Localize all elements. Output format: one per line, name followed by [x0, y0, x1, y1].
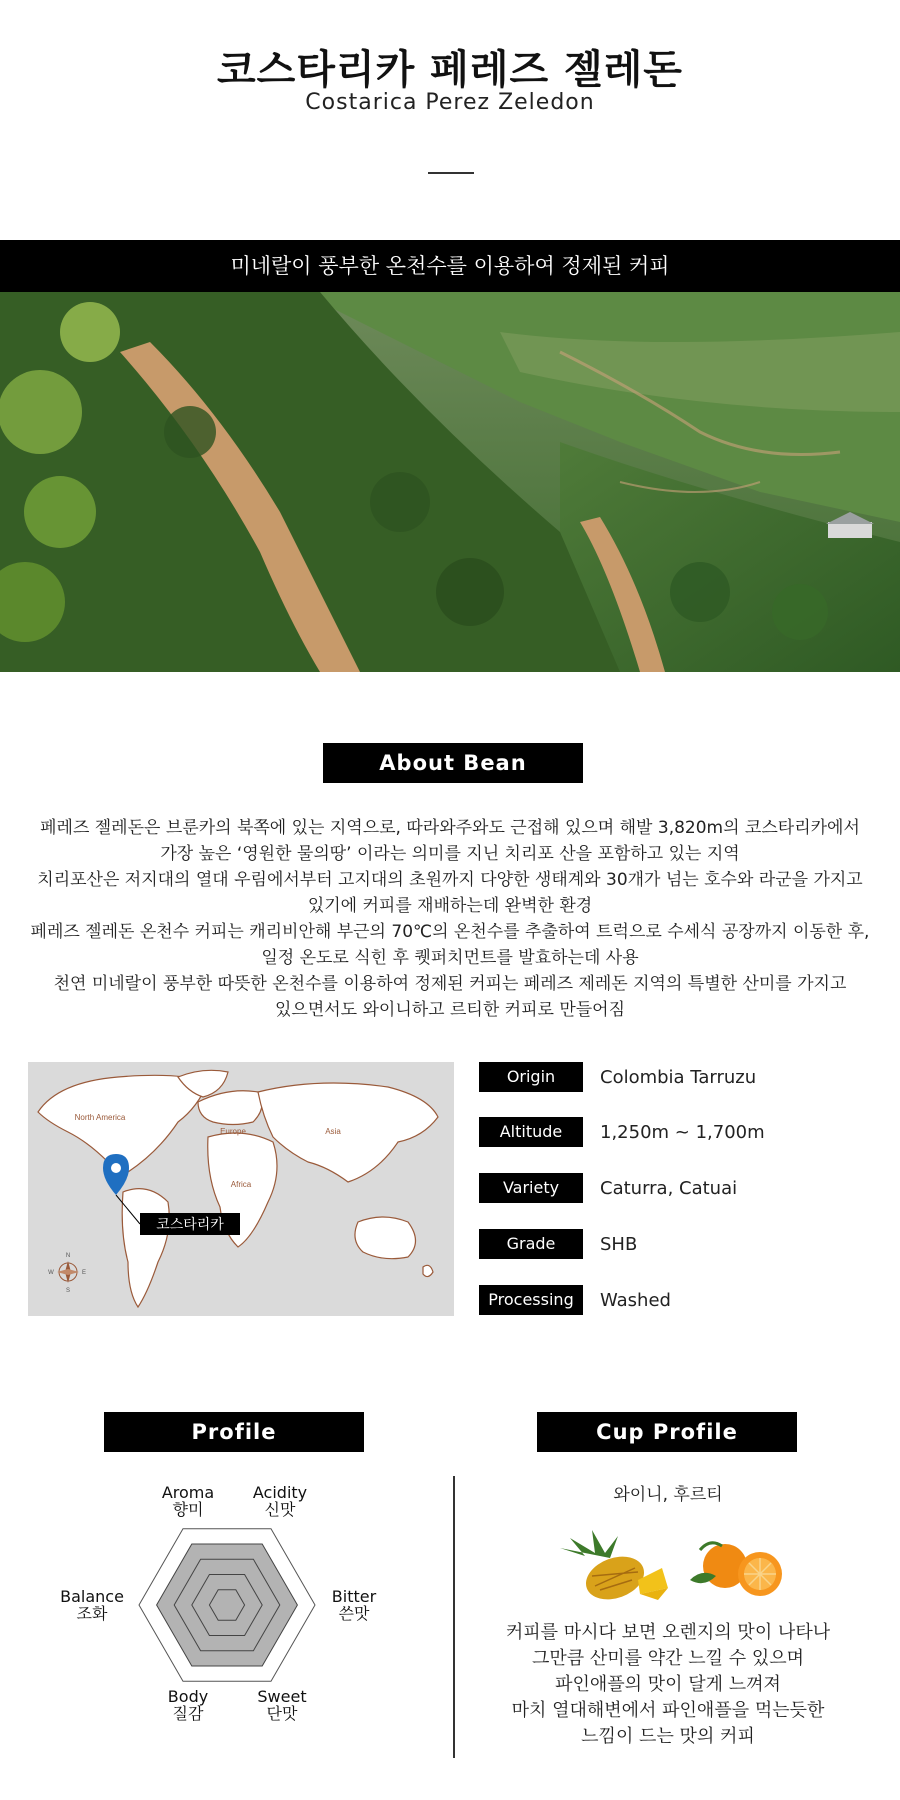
spec-label: Processing: [479, 1285, 583, 1315]
about-line: 가장 높은 ‘영원한 물의땅’ 이라는 의미를 지닌 치리포 산을 포함하고 있는 지역: [160, 844, 740, 864]
spec-row-grade: [479, 1229, 637, 1259]
about-line: 페레즈 젤레돈 온천수 커피는 캐리비안해 부근의 70℃의 온천수를 추출하여 트럭으로 수세식 공장까지 이동한 후,: [30, 922, 870, 942]
about-bean-heading: About Bean: [323, 743, 583, 783]
australia-shape: [355, 1217, 416, 1259]
radar-label-balance: Balance 조화: [60, 1587, 124, 1623]
cup-profile-heading: Cup Profile: [537, 1412, 797, 1452]
about-line: 있으면서도 와이니하고 르티한 커피로 만들어짐: [274, 1000, 626, 1020]
radar-label-acidity: Acidity 신맛: [252, 1483, 308, 1519]
compass-icon: [48, 1253, 86, 1294]
world-map: [28, 1062, 454, 1316]
spec-value: SHB: [600, 1233, 638, 1255]
section-divider: [453, 1476, 455, 1758]
orange-icon: [690, 1543, 782, 1596]
cup-flavor-notes: 와이니, 후르티: [613, 1485, 723, 1505]
map-label-asia: Asia: [325, 1127, 341, 1136]
radar-label-sweet: Sweet 단맛: [257, 1687, 307, 1723]
profile-radar: [60, 1470, 420, 1730]
svg-text:W: W: [48, 1270, 54, 1276]
spec-row-processing: [479, 1285, 671, 1315]
cup-line: 느낌이 드는 맛의 커피: [581, 1726, 755, 1747]
spec-label: Grade: [479, 1229, 583, 1259]
about-line: 치리포산은 저지대의 열대 우림에서부터 고지대의 초원까지 다양한 생태계와 30개가 넘는 호수와 라군을 가지고: [37, 870, 863, 890]
map-marker-label: 코스타리카: [156, 1217, 224, 1233]
cup-line: 그만큼 산미를 약간 느낄 수 있으며: [531, 1648, 805, 1669]
spec-label: Origin: [479, 1062, 583, 1092]
spec-label: Variety: [479, 1173, 583, 1203]
about-line: 천연 미네랄이 풍부한 따뜻한 온천수를 이용하여 정제된 커피는 페레즈 제레돈 지역의 특별한 산미를 가지고: [53, 974, 847, 994]
spec-label: Altitude: [479, 1117, 583, 1147]
spec-row-origin: [479, 1062, 756, 1092]
cup-profile-description: [478, 1620, 858, 1750]
new-zealand-shape: [423, 1265, 433, 1276]
profile-heading: Profile: [104, 1412, 364, 1452]
about-bean-description: [25, 815, 875, 1023]
asia-shape: [258, 1083, 438, 1182]
title-divider: [428, 172, 474, 174]
cup-line: 마치 열대해변에서 파인애플을 먹는듯한: [511, 1700, 825, 1721]
about-line: 일정 온도로 식힌 후 퀫퍼치먼트를 발효하는데 사용: [261, 948, 639, 968]
location-pin-icon: [103, 1154, 129, 1195]
spec-row-altitude: [479, 1117, 765, 1147]
page-subtitle: Costarica Perez Zeledon: [305, 90, 595, 115]
about-line: 있기에 커피를 재배하는데 완벽한 환경: [307, 896, 593, 916]
pineapple-icon: [560, 1530, 668, 1604]
svg-text:N: N: [65, 1253, 71, 1259]
spec-value: Washed: [600, 1289, 671, 1311]
map-label-north-america: North America: [74, 1113, 126, 1122]
south-america-shape: [122, 1189, 169, 1307]
page-title: 코스타리카 페레즈 젤레돈: [217, 46, 683, 93]
cup-line: 파인애플의 맛이 달게 느껴져: [555, 1674, 781, 1695]
spec-value: 1,250m ~ 1,700m: [600, 1121, 765, 1143]
spec-row-variety: [479, 1173, 737, 1203]
coffee-farm-photo: [0, 292, 900, 672]
radar-label-bitter: Bitter 쓴맛: [331, 1587, 377, 1623]
radar-label-body: Body 질감: [167, 1687, 209, 1723]
spec-value: Colombia Tarruzu: [600, 1066, 757, 1088]
svg-text:S: S: [65, 1288, 71, 1294]
spec-value: Caturra, Catuai: [600, 1177, 738, 1199]
map-label-africa: Africa: [230, 1180, 252, 1189]
svg-text:E: E: [81, 1270, 87, 1276]
about-line: 페레즈 젤레돈은 브룬카의 북쪽에 있는 지역으로, 따라와주와도 근접해 있으며 해발 3,820m의 코스타리카에서: [40, 818, 860, 838]
radar-label-aroma: Aroma 향미: [161, 1483, 215, 1519]
cup-line: 커피를 마시다 보면 오렌지의 맛이 나타나: [505, 1622, 831, 1643]
headline-banner: 미네랄이 풍부한 온천수를 이용하여 정제된 커피: [0, 240, 900, 292]
fruit-illustration: [540, 1528, 800, 1604]
map-label-europe: Europe: [220, 1127, 246, 1136]
